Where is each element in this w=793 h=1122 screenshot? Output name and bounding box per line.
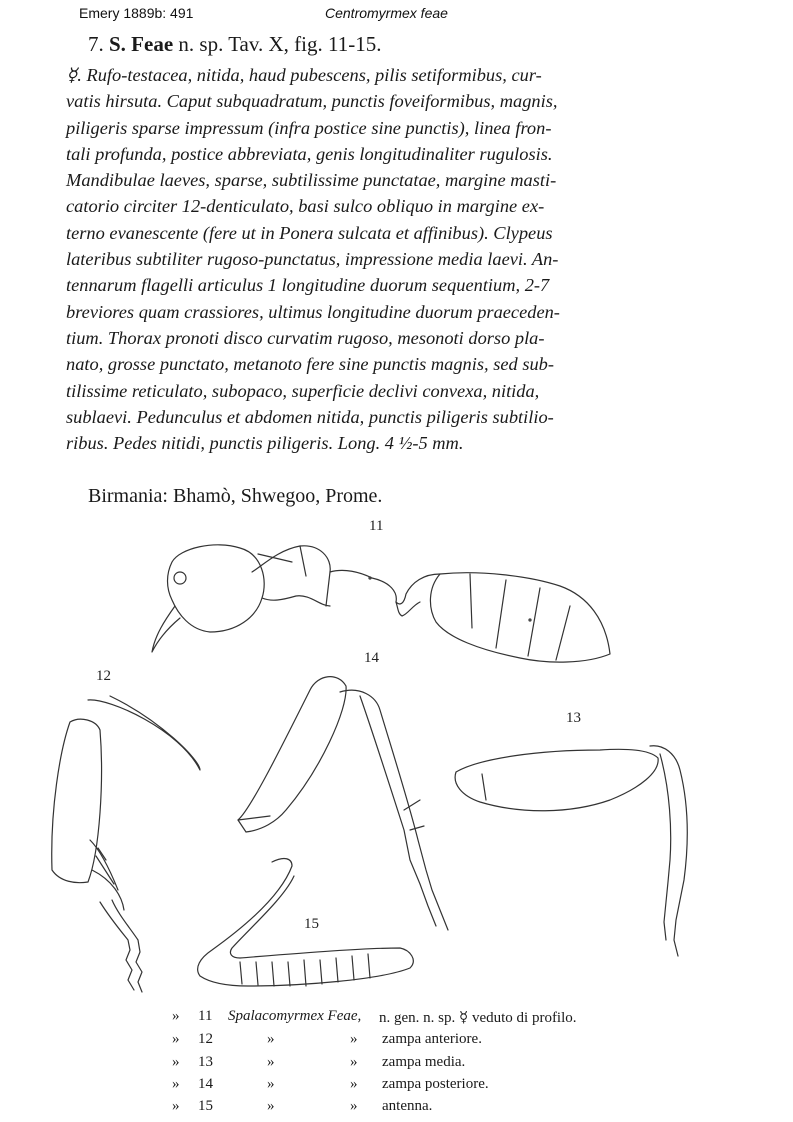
figure-label-14: 14: [364, 650, 379, 666]
legend-ditto: »: [267, 1031, 275, 1047]
description-line: tium. Thorax pronoti disco curvatim rugoso, mesonoti dorso pla-: [66, 327, 545, 348]
legend-ditto: »: [350, 1031, 358, 1047]
legend-genus-name: Spalacomyrmex Feae,: [228, 1008, 362, 1024]
description-line: catorio circiter 12-denticulato, basi sulco obliquo in margine ex-: [66, 196, 545, 217]
description-line: vatis hirsuta. Caput subquadratum, punctis foveiformibus, magnis,: [66, 91, 558, 112]
figure-plate: [0, 510, 793, 1010]
legend-text: zampa posteriore.: [382, 1076, 489, 1092]
description-line: tali profunda, postice abbreviata, genis longitudinaliter rugulosis.: [66, 143, 553, 164]
species-name: S. Feae: [109, 32, 174, 56]
figure-label-15: 15: [304, 916, 319, 932]
legend-text: antenna.: [382, 1098, 433, 1114]
description-line: lateribus subtiliter rugoso-punctatus, impressione media laevi. An-: [66, 249, 559, 270]
legend-text: zampa anteriore.: [382, 1031, 482, 1047]
legend-bullet: »: [172, 1076, 180, 1092]
legend-ditto: »: [350, 1054, 358, 1070]
legend-ditto: »: [267, 1054, 275, 1070]
header-citation: Emery 1889b: 491: [79, 5, 194, 21]
fig11-ant-profile-drawing: [152, 545, 610, 662]
legend-bullet: »: [172, 1008, 180, 1024]
legend-ditto: »: [267, 1098, 275, 1114]
legend-text: n. gen. n. sp. ☿ veduto di profilo.: [379, 1010, 577, 1026]
legend-text: zampa media.: [382, 1054, 466, 1070]
fig14-hind-leg-drawing: [238, 677, 448, 930]
figure-label-12: 12: [96, 668, 111, 684]
description-line: sublaevi. Pedunculus et abdomen nitida, punctis piligeris subtilio-: [66, 406, 554, 427]
description-line: tilissime reticulato, subopaco, superficie declivi convexa, nitida,: [66, 380, 540, 401]
description-line: ☿. Rufo-testacea, nitida, haud pubescens, pilis setiformibus, cur-: [66, 65, 542, 85]
description-line: Mandibulae laeves, sparse, subtilissime punctatae, margine masti-: [66, 170, 557, 191]
legend-bullet: »: [172, 1098, 180, 1114]
entry-number: 7.: [88, 32, 104, 56]
figure-label-11: 11: [369, 518, 384, 534]
description-line: tennarum flagelli articulus 1 longitudine duorum sequentium, 2-7: [66, 275, 550, 296]
legend-bullet: »: [172, 1031, 180, 1047]
description-line: breviores quam crassiores, ultimus longitudine duorum praeceden-: [66, 301, 560, 322]
legend-number: 12: [198, 1031, 213, 1047]
description-line: nato, grosse punctato, metanoto fere sine punctis magnis, sed sub-: [66, 354, 554, 375]
legend-number: 14: [198, 1076, 213, 1092]
figure-label-13: 13: [566, 710, 581, 726]
description-line: piligeris sparse impressum (infra postice sine punctis), linea fron-: [66, 117, 552, 138]
fig13-middle-leg-drawing: [455, 746, 687, 956]
entry-suffix: n. sp. Tav. X, fig. 11-15.: [178, 32, 382, 56]
legend-number: 11: [198, 1008, 213, 1024]
legend-number: 13: [198, 1054, 213, 1070]
description-line: terno evanescente (fere ut in Ponera sulcata et affinibus). Clypeus: [66, 222, 553, 243]
species-heading: [88, 32, 381, 57]
legend-ditto: »: [350, 1076, 358, 1092]
legend-number: 15: [198, 1098, 213, 1114]
legend-ditto: »: [350, 1098, 358, 1114]
fig12-front-leg-drawing: [52, 696, 200, 992]
header-taxon: Centromyrmex feae: [325, 5, 448, 21]
description-paragraph: [66, 62, 652, 456]
legend-ditto: »: [267, 1076, 275, 1092]
description-line: ribus. Pedes nitidi, punctis piligeris. Long. 4 ½-5 mm.: [66, 433, 464, 454]
locality-line: Birmania: Bhamò, Shwegoo, Prome.: [88, 485, 383, 507]
legend-bullet: »: [172, 1054, 180, 1070]
